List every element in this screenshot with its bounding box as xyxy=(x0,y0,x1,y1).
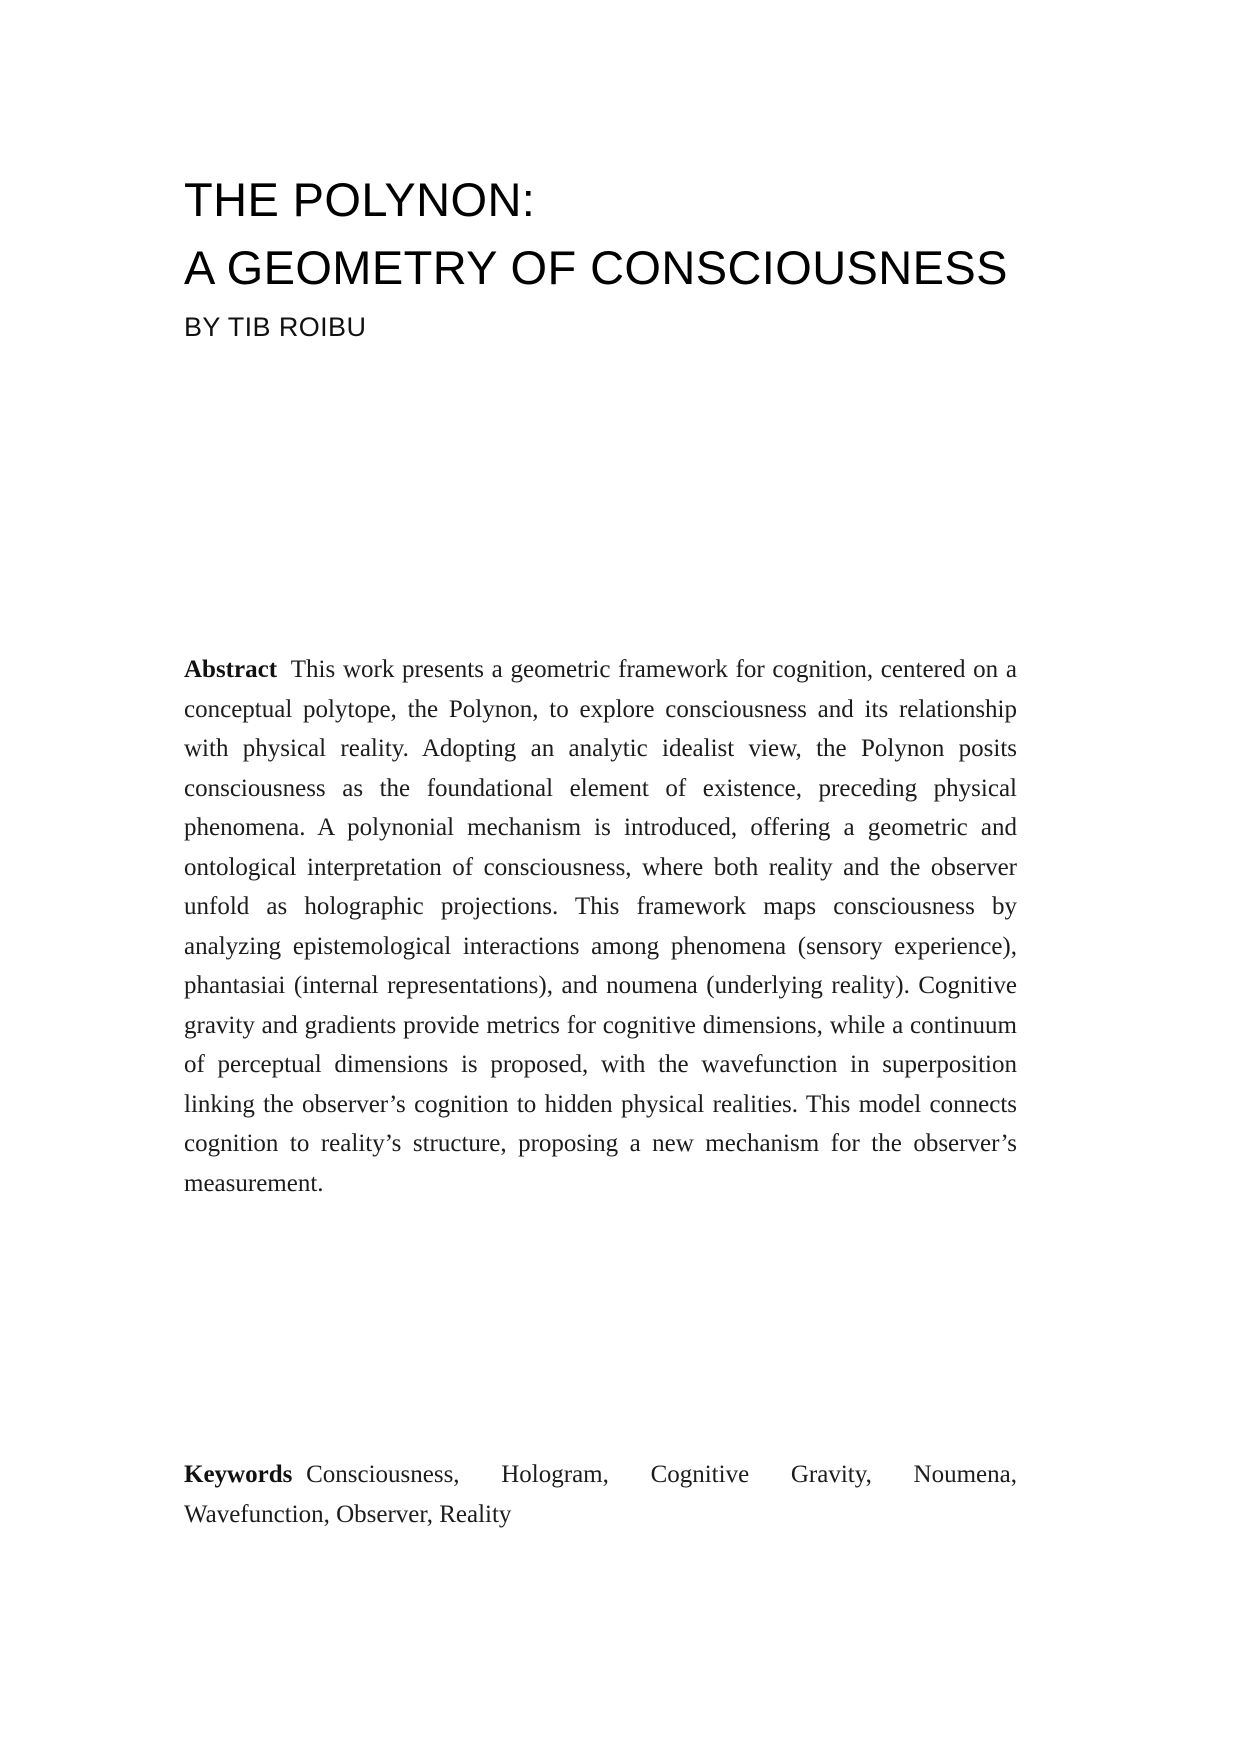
keywords-section xyxy=(184,1455,1017,1534)
keywords-label: Keywords xyxy=(184,1461,293,1488)
abstract-paragraph xyxy=(184,650,1017,1203)
keywords-paragraph xyxy=(184,1455,1017,1534)
abstract-section xyxy=(184,650,1017,1203)
paper-byline: BY TIB ROIBU xyxy=(184,312,367,342)
paper-title-line-1: THE POLYNON: xyxy=(184,173,536,226)
paper-title xyxy=(184,166,1034,302)
keywords-text: Consciousness, Hologram, Cognitive Gravity, Noumena, Wavefunction, Observer, Reality xyxy=(184,1461,1017,1528)
abstract-label: Abstract xyxy=(184,656,278,683)
paper-title-line-2: A GEOMETRY OF CONSCIOUSNESS xyxy=(184,241,1008,294)
abstract-text: This work presents a geometric framework for cognition, centered on a conceptual polytope, the Polynon, to explore consciousness and its relationship with physical reality. Adopting an analytic idealist view, the Polynon posits consciousness as the foundational element of existence, preceding physical phenomena. A polynonial mechanism is introduced, offering a geometric and ontological interpretation of consciousness, where both reality and the observer unfold as holographic projections. This framework maps consciousness by analyzing epistemological interactions among phenomena (sensory experience), phantasiai (internal representations), and noumena (underlying reality). Cognitive gravity and gradients provide metrics for cognitive dimensions, while a continuum of perceptual dimensions is proposed, with the wavefunction in superposition linking the observer’s cognition to hidden physical realities. This model connects cognition to reality’s structure, proposing a new mechanism for the observer’s measurement. xyxy=(184,656,1017,1197)
title-block xyxy=(184,166,1034,343)
